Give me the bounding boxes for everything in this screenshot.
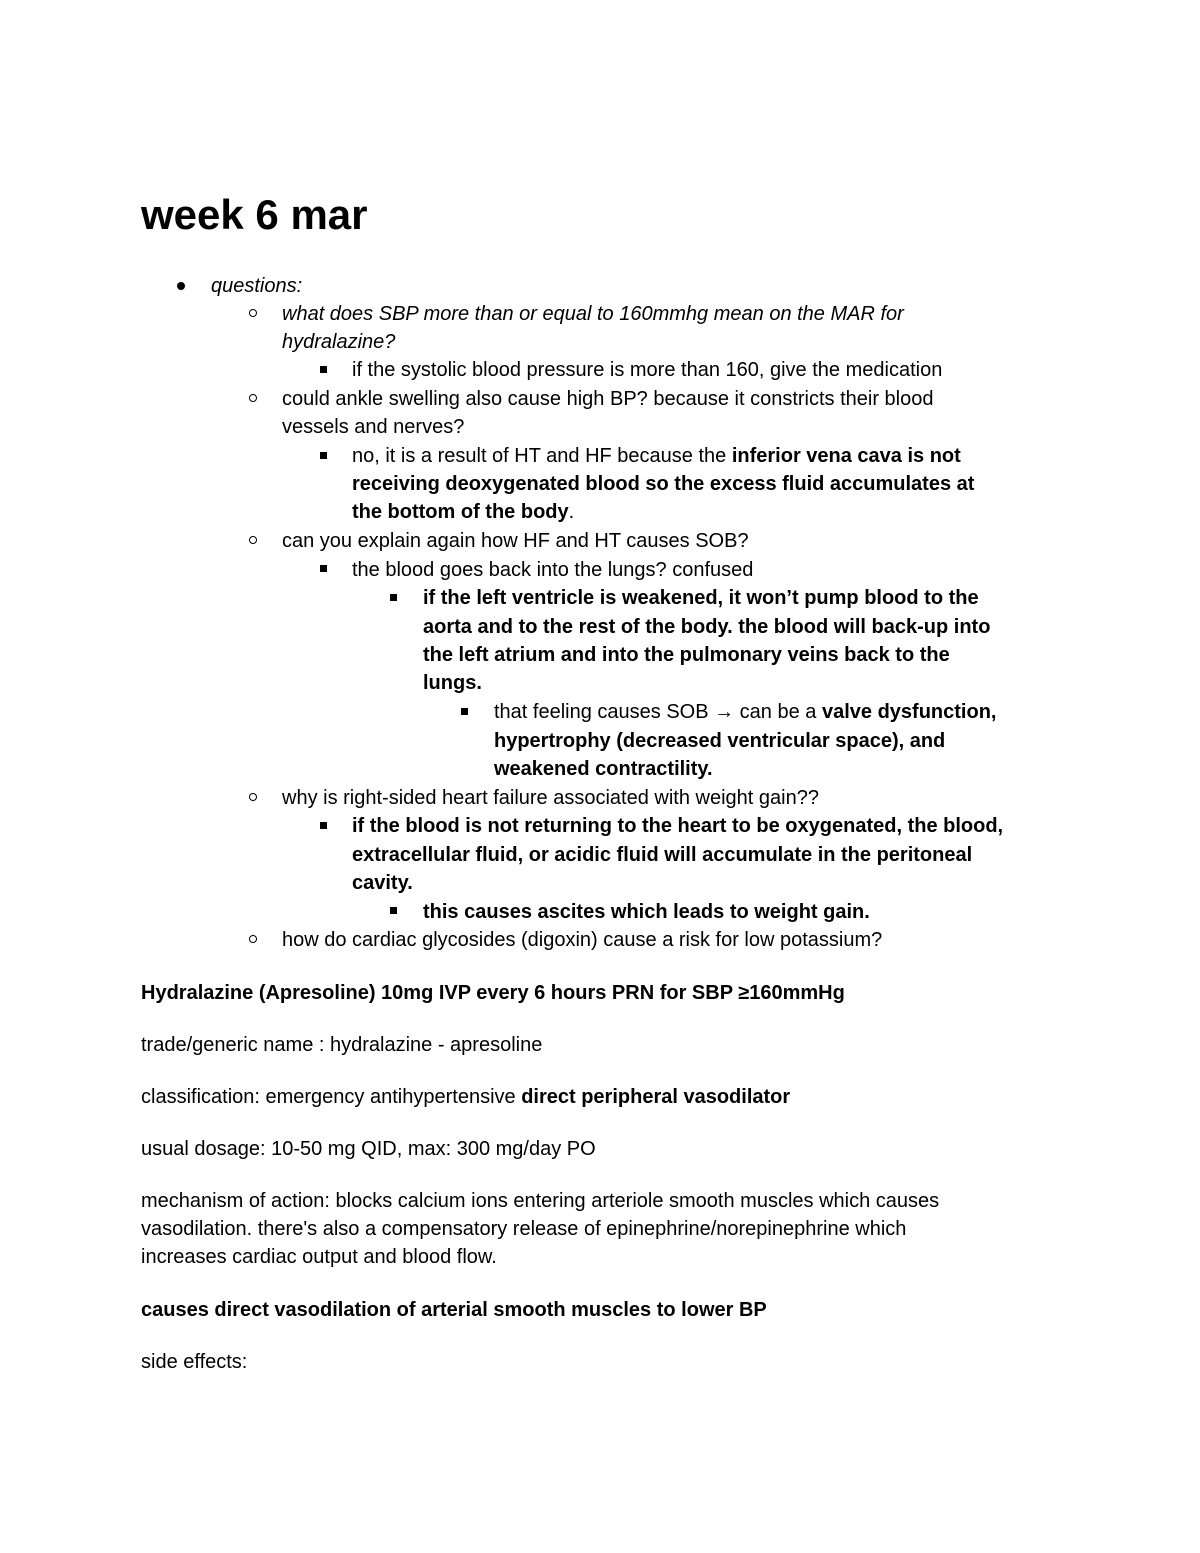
bullet-square-icon xyxy=(320,565,327,572)
q3-answer3-line2: hypertrophy (decreased ventricular space), and xyxy=(494,730,946,752)
summary-bold: causes direct vasodilation of arterial smooth muscles to lower BP xyxy=(141,1299,767,1321)
q3-answer1: the blood goes back into the lungs? confused xyxy=(352,559,754,581)
q3-answer3-line1 xyxy=(494,698,996,726)
bullet-circle-icon xyxy=(249,536,257,544)
q3-answer2-line2: aorta and to the rest of the body. the blood will back-up into xyxy=(423,616,991,638)
q2-answer-line2: receiving deoxygenated blood so the excess fluid accumulates at xyxy=(352,473,975,495)
q2-line1: could ankle swelling also cause high BP? because it constricts their blood xyxy=(282,388,934,410)
questions-label: questions: xyxy=(211,275,303,297)
q3-answer2-line4: lungs. xyxy=(423,672,482,694)
usual-dosage: usual dosage: 10-50 mg QID, max: 300 mg/day PO xyxy=(141,1138,596,1160)
moa-line1: mechanism of action: blocks calcium ions entering arteriole smooth muscles which causes xyxy=(141,1190,940,1212)
bullet-square-icon xyxy=(461,708,468,715)
moa-line2: vasodilation. there's also a compensatory release of epinephrine/norepinephrine which xyxy=(141,1218,907,1240)
trade-generic-name: trade/generic name : hydralazine - apresoline xyxy=(141,1034,543,1056)
q1-line2: hydralazine? xyxy=(282,331,396,353)
q4-line1: why is right-sided heart failure associated with weight gain?? xyxy=(282,787,819,809)
bullet-square-icon xyxy=(320,822,327,829)
bullet-square-icon xyxy=(320,452,327,459)
q4-answer2: this causes ascites which leads to weight gain. xyxy=(423,901,870,923)
q3-answer2-line3: the left atrium and into the pulmonary veins back to the xyxy=(423,644,950,666)
q4-answer1-line2: extracellular fluid, or acidic fluid will accumulate in the peritoneal xyxy=(352,844,973,866)
bullet-square-icon xyxy=(320,366,327,373)
q2-answer-line3-bold: the bottom of the body xyxy=(352,501,569,523)
bullet-circle-icon xyxy=(249,793,257,801)
classification-bold: direct peripheral vasodilator xyxy=(521,1086,791,1108)
side-effects-label: side effects: xyxy=(141,1351,248,1373)
bullet-circle-icon xyxy=(249,394,257,402)
bullet-square-icon xyxy=(390,594,397,601)
moa-line3: increases cardiac output and blood flow. xyxy=(141,1246,497,1268)
q3-line1: can you explain again how HF and HT causes SOB? xyxy=(282,530,749,552)
q3-answer2-line1: if the left ventricle is weakened, it won’t pump blood to the xyxy=(423,587,979,609)
q3-answer3-bold: valve dysfunction, xyxy=(821,701,997,723)
bullet-circle-icon xyxy=(249,309,257,317)
q2-answer-plain: no, it is a result of HT and HF because the xyxy=(352,445,732,467)
q2-answer-bold: inferior vena cava is not xyxy=(731,445,961,467)
q1-line1: what does SBP more than or equal to 160mmhg mean on the MAR for xyxy=(282,303,904,325)
drug-heading: Hydralazine (Apresoline) 10mg IVP every 6 hours PRN for SBP ≥160mmHg xyxy=(141,982,845,1004)
q2-line2: vessels and nerves? xyxy=(282,416,465,438)
classification-plain: classification: emergency antihypertensive xyxy=(141,1086,522,1108)
classification xyxy=(141,1083,790,1111)
page-title: week 6 mar xyxy=(141,191,368,238)
q4-answer1-line3: cavity. xyxy=(352,872,413,894)
q3-answer3-line3: weakened contractility. xyxy=(494,758,713,780)
bullet-square-icon xyxy=(390,907,397,914)
bullet-circle-icon xyxy=(249,935,257,943)
q2-answer-period: . xyxy=(568,501,575,523)
q5-line1: how do cardiac glycosides (digoxin) cause a risk for low potassium? xyxy=(282,929,883,951)
q2-answer-line1 xyxy=(352,442,961,470)
q3-answer3-plain: that feeling causes SOB → can be a xyxy=(494,701,822,723)
bullet-disc-icon xyxy=(177,282,185,290)
q4-answer1-line1: if the blood is not returning to the heart to be oxygenated, the blood, xyxy=(352,815,1004,837)
q1-answer: if the systolic blood pressure is more than 160, give the medication xyxy=(352,359,943,381)
q2-answer-line3 xyxy=(352,498,574,526)
